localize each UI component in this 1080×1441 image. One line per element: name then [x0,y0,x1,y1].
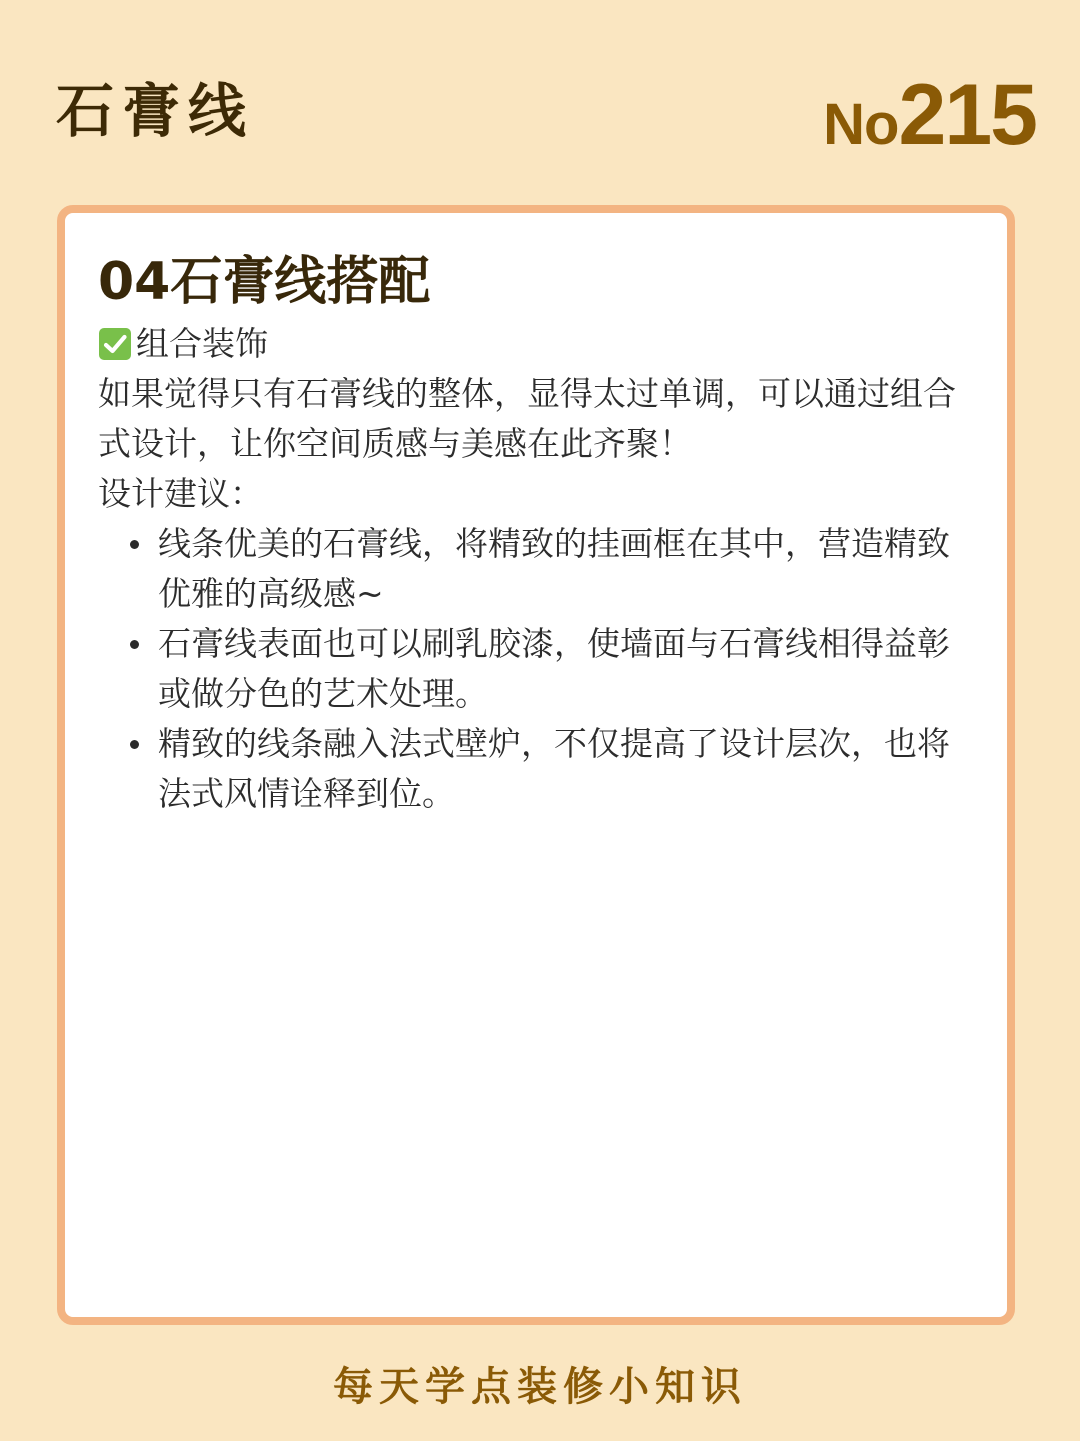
list-item [98,519,977,619]
advice-list [98,519,977,819]
issue-prefix: No [823,92,899,157]
advice-text: 石膏线表面也可以刷乳胶漆，使墙面与石膏线相得益彰或做分色的艺术处理。 [158,624,950,714]
list-item [98,719,977,819]
advice-text: 线条优美的石膏线，将精致的挂画框在其中，营造精致优雅的高级感~ [158,524,950,614]
advice-label: 设计建议： [98,474,263,514]
section-heading: 组合装饰 [136,324,268,364]
advice-text: 精致的线条融入法式壁炉，不仅提高了设计层次，也将法式风情诠释到位。 [158,724,950,814]
topic-title: 石膏线 [56,77,255,145]
check-mark-button-icon [98,327,132,361]
list-item [98,619,977,719]
footer-tagline: 每天学点装修小知识 [333,1364,747,1410]
card-title: 04石膏线搭配 [98,252,431,312]
bullet-dot [130,640,139,649]
intro-paragraph: 如果觉得只有石膏线的整体，显得太过单调，可以通过组合式设计，让你空间质感与美感在此齐聚！ [98,374,956,464]
content-card [57,205,1015,1325]
section-heading-line [98,319,977,369]
bullet-dot [130,540,139,549]
issue-number [823,67,1036,163]
issue-value: 215 [898,67,1036,163]
bullet-dot [130,740,139,749]
